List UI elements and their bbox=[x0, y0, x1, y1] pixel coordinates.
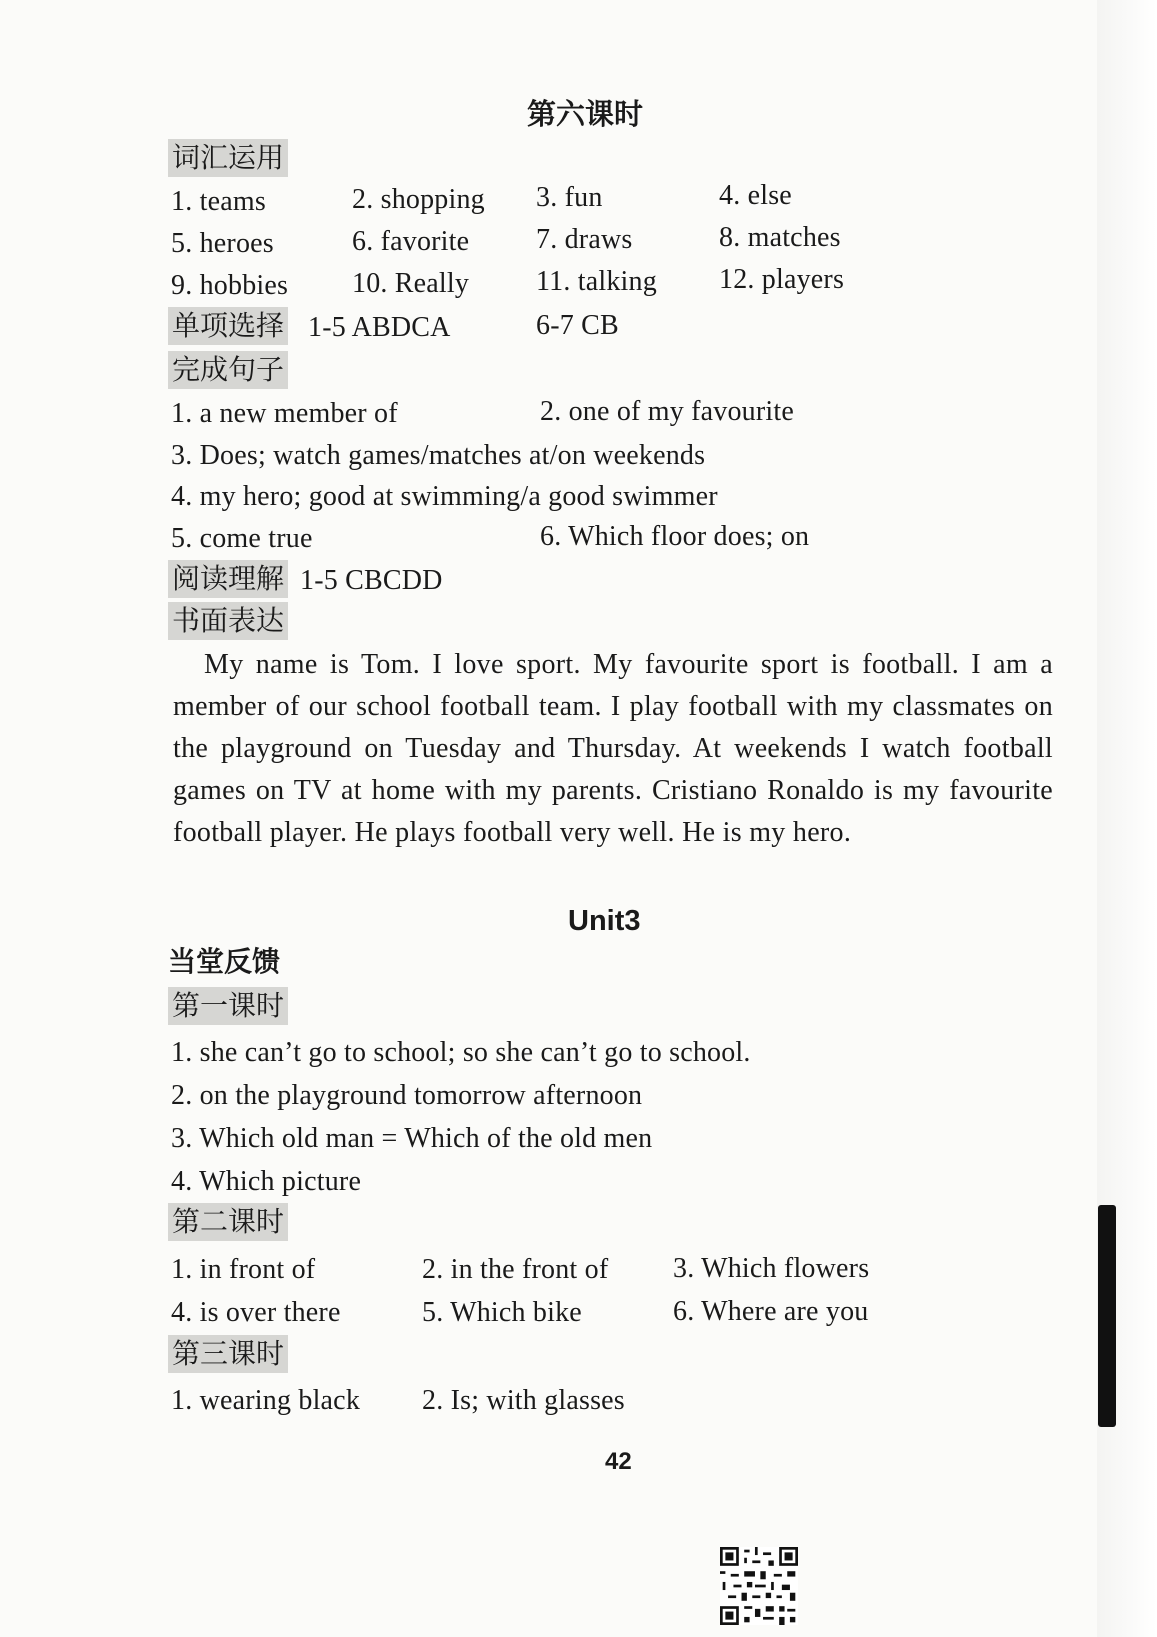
lesson2-header: 第二课时 bbox=[168, 1203, 288, 1241]
lesson-title: 第六课时 bbox=[527, 97, 644, 131]
reading-answer: 1-5 CBCDD bbox=[300, 565, 443, 596]
vocab-answer: 2. shopping bbox=[352, 184, 485, 215]
section-header: 当堂反馈 bbox=[168, 945, 281, 978]
vocab-answer: 5. heroes bbox=[171, 228, 274, 259]
vocab-answer: 8. matches bbox=[719, 222, 841, 253]
single-choice-header: 单项选择 bbox=[168, 307, 288, 345]
lesson3-header: 第三课时 bbox=[168, 1335, 288, 1373]
sentence-answer: 3. Does; watch games/matches at/on weekends bbox=[171, 440, 706, 471]
lesson1-answer: 3. Which old man = Which of the old men bbox=[171, 1123, 653, 1154]
vocab-answer: 6. favorite bbox=[352, 226, 470, 257]
complete-sentences-header: 完成句子 bbox=[168, 351, 288, 389]
sentence-answer: 4. my hero; good at swimming/a good swimmer bbox=[171, 481, 718, 512]
lesson2-answer: 1. in front of bbox=[171, 1254, 316, 1285]
vocab-answer: 10. Really bbox=[352, 268, 470, 299]
lesson2-answer: 4. is over there bbox=[171, 1297, 341, 1328]
qr-code-icon bbox=[720, 1547, 798, 1625]
lesson1-header: 第一课时 bbox=[168, 987, 288, 1025]
vocab-answer: 11. talking bbox=[536, 266, 657, 297]
vocab-answer: 1. teams bbox=[171, 186, 266, 217]
single-choice-answer: 1-5 ABDCA bbox=[308, 312, 451, 343]
lesson1-answer: 1. she can’t go to school; so she can’t go to school. bbox=[171, 1037, 751, 1068]
writing-text: My name is Tom. I love sport. My favourite sport is football. I am a member of our school football team. I play football with my classmates on the playground on Tuesday and Thursday. At weekends I watch football games on TV at home with my parents. Cristiano Ronaldo is my favourite football player. He plays football very well. He is my hero. bbox=[173, 649, 1053, 848]
sentence-answer: 1. a new member of bbox=[171, 398, 398, 429]
sentence-answer: 2. one of my favourite bbox=[540, 396, 794, 427]
vocab-answer: 7. draws bbox=[536, 224, 633, 255]
lesson2-answer: 2. in the front of bbox=[422, 1254, 609, 1285]
lesson2-answer: 6. Where are you bbox=[673, 1296, 869, 1327]
vocab-header: 词汇运用 bbox=[168, 139, 288, 177]
writing-passage bbox=[173, 644, 1053, 854]
writing-header: 书面表达 bbox=[168, 602, 288, 640]
sentence-answer: 6. Which floor does; on bbox=[540, 521, 810, 552]
sentence-answer: 5. come true bbox=[171, 523, 313, 554]
binding-mark bbox=[1098, 1205, 1116, 1427]
vocab-answer: 4. else bbox=[719, 180, 792, 211]
unit-title: Unit3 bbox=[568, 905, 641, 937]
single-choice-answer: 6-7 CB bbox=[536, 310, 619, 341]
lesson1-answer: 4. Which picture bbox=[171, 1166, 362, 1197]
lesson2-answer: 5. Which bike bbox=[422, 1297, 582, 1328]
lesson3-answer: 1. wearing black bbox=[171, 1385, 361, 1416]
reading-header: 阅读理解 bbox=[168, 560, 288, 598]
vocab-answer: 12. players bbox=[719, 264, 845, 295]
vocab-answer: 3. fun bbox=[536, 182, 603, 213]
page-number: 42 bbox=[605, 1448, 632, 1475]
lesson1-answer: 2. on the playground tomorrow afternoon bbox=[171, 1080, 643, 1111]
lesson3-answer: 2. Is; with glasses bbox=[422, 1385, 625, 1416]
lesson2-answer: 3. Which flowers bbox=[673, 1253, 870, 1284]
vocab-answer: 9. hobbies bbox=[171, 270, 289, 301]
